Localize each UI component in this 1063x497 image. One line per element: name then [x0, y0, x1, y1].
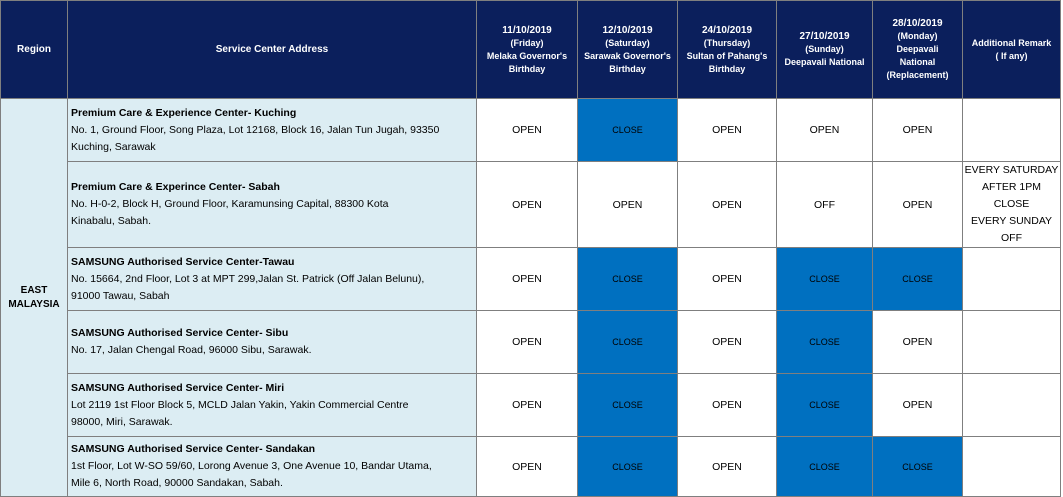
date-header-5	[873, 1, 963, 99]
status-cell: OPEN	[873, 374, 963, 437]
table-row	[1, 311, 1061, 374]
center-name: Premium Care & Experince Center- Sabah	[71, 181, 280, 193]
address-line: Kinabalu, Sabah.	[71, 215, 151, 227]
day-label: (Sunday)	[805, 44, 844, 54]
date-label: 12/10/2019	[602, 24, 653, 36]
remark-line: OFF	[1001, 232, 1022, 244]
holiday-label: Sarawak Governor's	[584, 50, 671, 61]
status-cell: CLOSE	[578, 311, 678, 374]
status-cell: OPEN	[873, 311, 963, 374]
table-row	[1, 248, 1061, 311]
status-cell: CLOSE	[578, 437, 678, 497]
address-cell	[68, 248, 477, 311]
table-row	[1, 374, 1061, 437]
status-cell: CLOSE	[777, 248, 873, 311]
remark-header	[963, 1, 1061, 99]
status-cell: CLOSE	[777, 374, 873, 437]
center-name: SAMSUNG Authorised Service Center- Miri	[71, 381, 285, 394]
status-cell: OPEN	[873, 99, 963, 162]
remark-header-line: Additional Remark	[971, 37, 1052, 48]
region-header: Region	[1, 1, 68, 99]
date-label: 27/10/2019	[799, 31, 850, 42]
holiday-label: Melaka Governor's	[486, 50, 568, 61]
address-line: Kuching, Sarawak	[71, 140, 156, 153]
day-label: (Thursday)	[703, 37, 751, 48]
address-header: Service Center Address	[68, 1, 477, 99]
holiday-label: (Replacement)	[886, 70, 949, 80]
address-cell	[68, 99, 477, 162]
address-line: No. H-0-2, Block H, Ground Floor, Karamunsing Capital, 88300 Kota	[71, 198, 389, 210]
status-cell: OPEN	[477, 437, 578, 497]
status-cell: CLOSE	[777, 437, 873, 497]
day-label: (Monday)	[897, 31, 938, 41]
date-header-3	[678, 1, 777, 99]
address-line: No. 1, Ground Floor, Song Plaza, Lot 12168, Block 16, Jalan Tun Jugah, 93350	[71, 123, 440, 136]
day-label: (Friday)	[510, 37, 544, 48]
date-header-2	[578, 1, 678, 99]
center-name: SAMSUNG Authorised Service Center- Sandakan	[71, 443, 316, 455]
status-cell: OPEN	[477, 248, 578, 311]
center-name: SAMSUNG Authorised Service Center-Tawau	[71, 255, 295, 268]
status-cell: CLOSE	[873, 437, 963, 497]
remark-line: EVERY SUNDAY	[970, 215, 1053, 227]
date-label: 24/10/2019	[701, 24, 753, 36]
status-cell: OFF	[777, 162, 873, 248]
center-name: SAMSUNG Authorised Service Center- Sibu	[71, 327, 289, 339]
remark-cell	[963, 374, 1061, 437]
remark-line: EVERY SATURDAY	[964, 164, 1059, 176]
address-cell	[68, 437, 477, 497]
center-name: Premium Care & Experience Center- Kuching	[71, 106, 297, 119]
remark-cell	[963, 437, 1061, 497]
holiday-label: Birthday	[708, 63, 746, 74]
status-cell: OPEN	[477, 162, 578, 248]
day-label: (Saturday)	[605, 37, 650, 48]
address-line: 91000 Tawau, Sabah	[71, 289, 170, 302]
holiday-label: Birthday	[508, 63, 546, 74]
status-cell: OPEN	[678, 248, 777, 311]
status-cell: OPEN	[477, 99, 578, 162]
address-line: 1st Floor, Lot W-SO 59/60, Lorong Avenue 3, One Avenue 10, Bandar Utama,	[71, 460, 432, 472]
remark-line: AFTER 1PM CLOSE	[982, 181, 1041, 210]
header-row	[1, 1, 1061, 99]
holiday-label: Deepavali National	[784, 57, 865, 67]
status-cell: OPEN	[678, 437, 777, 497]
status-cell: OPEN	[678, 374, 777, 437]
status-cell: CLOSE	[578, 374, 678, 437]
status-cell: OPEN	[678, 162, 777, 248]
status-cell: OPEN	[873, 162, 963, 248]
address-line: No. 17, Jalan Chengal Road, 96000 Sibu, Sarawak.	[71, 344, 312, 356]
date-label: 11/10/2019	[502, 24, 552, 36]
address-line: No. 15664, 2nd Floor, Lot 3 at MPT 299,Jalan St. Patrick (Off Jalan Belunu),	[71, 272, 425, 285]
address-line: Mile 6, North Road, 90000 Sandakan, Sabah.	[71, 477, 283, 489]
remark-cell	[963, 248, 1061, 311]
region-label: MALAYSIA	[8, 298, 60, 310]
address-cell	[68, 374, 477, 437]
region-cell	[1, 99, 68, 497]
status-cell: OPEN	[678, 311, 777, 374]
address-cell	[68, 162, 477, 248]
holiday-label: Deepavali	[896, 44, 939, 54]
holiday-label: Sultan of Pahang's	[686, 50, 768, 61]
holiday-label: National	[899, 57, 936, 67]
date-header-1	[477, 1, 578, 99]
status-cell: CLOSE	[873, 248, 963, 311]
remark-header-line: ( If any)	[995, 50, 1028, 61]
address-cell	[68, 311, 477, 374]
status-cell: CLOSE	[777, 311, 873, 374]
address-line: 98000, Miri, Sarawak.	[71, 415, 173, 428]
status-cell: CLOSE	[578, 248, 678, 311]
status-cell: OPEN	[477, 374, 578, 437]
table-row	[1, 162, 1061, 248]
table-row	[1, 437, 1061, 497]
remark-cell	[963, 311, 1061, 374]
table-row	[1, 99, 1061, 162]
status-cell: CLOSE	[578, 99, 678, 162]
status-cell: OPEN	[477, 311, 578, 374]
status-cell: OPEN	[777, 99, 873, 162]
date-header-4	[777, 1, 873, 99]
region-label: EAST	[20, 284, 48, 296]
status-cell: OPEN	[578, 162, 678, 248]
holiday-label: Birthday	[609, 63, 646, 74]
remark-cell	[963, 162, 1061, 248]
address-line: Lot 2119 1st Floor Block 5, MCLD Jalan Yakin, Yakin Commercial Centre	[71, 398, 409, 411]
status-cell: OPEN	[678, 99, 777, 162]
date-label: 28/10/2019	[892, 18, 943, 29]
remark-cell	[963, 99, 1061, 162]
